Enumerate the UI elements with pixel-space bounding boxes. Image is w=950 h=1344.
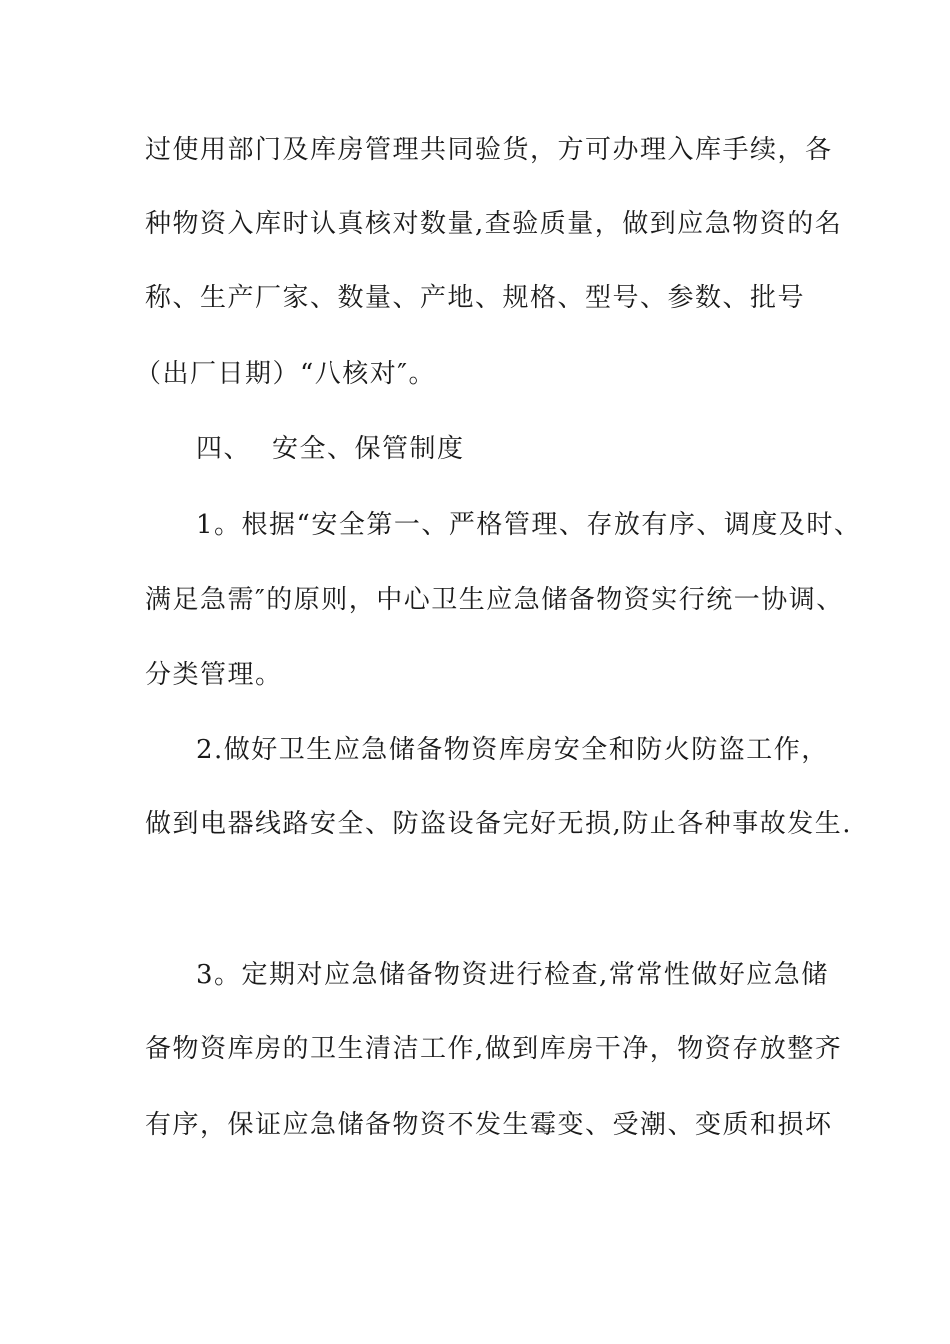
text-line: 称、生产厂家、数量、产地、规格、型号、参数、批号 bbox=[145, 283, 806, 313]
text-line: 2.做好卫生应急储备物资库房安全和防火防盗工作， bbox=[196, 735, 829, 765]
text-line: 做到电器线路安全、防盗设备完好无损,防止各种事故发生. bbox=[145, 809, 853, 839]
text-line: 3。定期对应急储备物资进行检查,常常性做好应急储 bbox=[196, 960, 829, 990]
text-line: 种物资入库时认真核对数量,查验质量，做到应急物资的名 bbox=[145, 209, 843, 239]
text-line: 有序，保证应急储备物资不发生霉变、受潮、变质和损坏 bbox=[145, 1110, 833, 1140]
text-line: 1。根据“安全第一、严格管理、存放有序、调度及时、 bbox=[196, 510, 862, 540]
text-line: （出厂日期）“八核对″。 bbox=[135, 359, 437, 389]
text-line: 过使用部门及库房管理共同验货，方可办理入库手续，各 bbox=[145, 135, 833, 165]
text-line: 备物资库房的卫生清洁工作,做到库房干净，物资存放整齐 bbox=[145, 1034, 843, 1064]
section-title: 安全、保管制度 bbox=[272, 434, 465, 464]
text-line: 分类管理。 bbox=[145, 660, 283, 690]
section-number: 四、 bbox=[196, 434, 252, 464]
text-line: 满足急需″的原则，中心卫生应急储备物资实行统一协调、 bbox=[145, 585, 844, 615]
